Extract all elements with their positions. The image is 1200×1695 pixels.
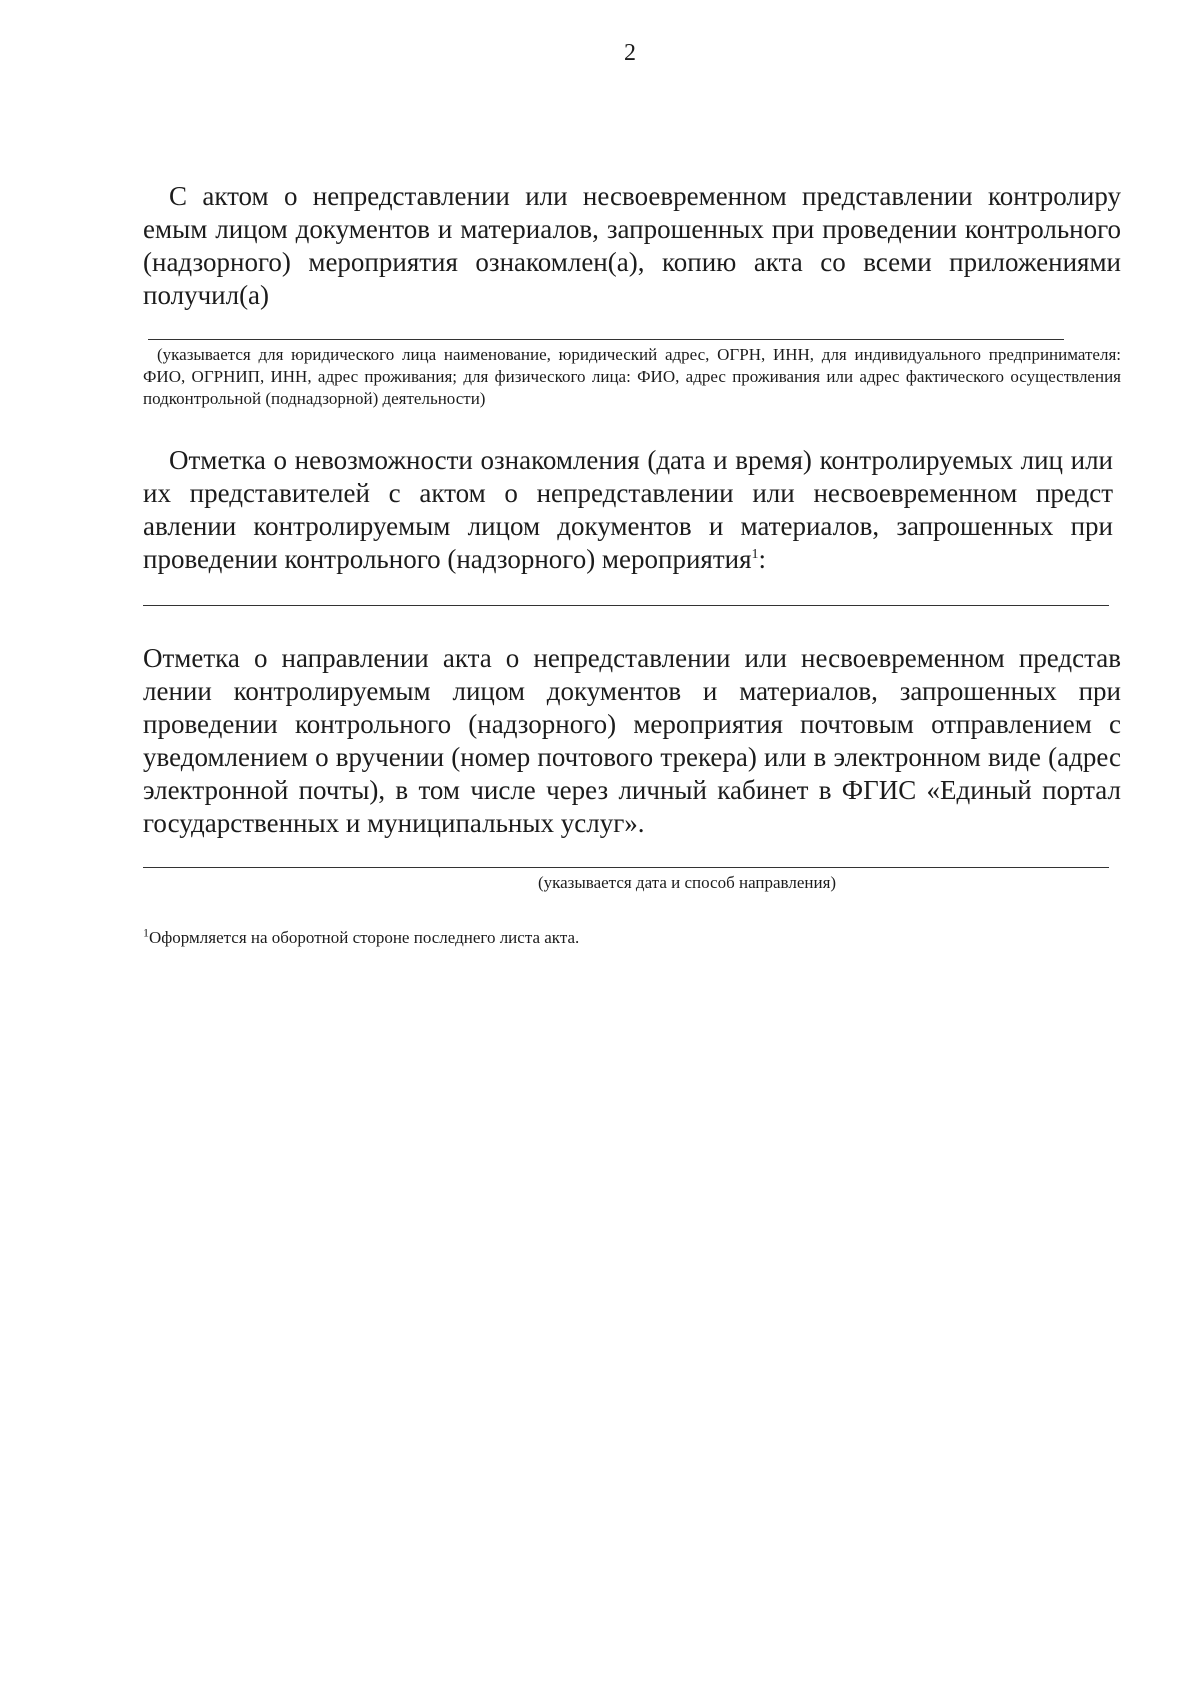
impossibility-mark-line xyxy=(143,605,1109,606)
dispatch-mark-line xyxy=(143,867,1109,868)
footnote xyxy=(143,927,1121,949)
impossibility-mark-paragraph xyxy=(143,444,1113,576)
page-number: 2 xyxy=(624,40,636,66)
signature-line-caption: (указывается для юридического лица наименование, юридический адрес, ОГРН, ИНН, для индивидуального предпринимателя: ФИО, ОГРНИП, ИНН, адрес проживания; для физического лица: ФИО, адрес проживания или адрес фактического осуществления подконтрольной (поднадзорной) деятельности) xyxy=(143,345,1121,408)
footnote-text: Оформляется на оборотной стороне последнего листа акта. xyxy=(149,928,580,947)
acknowledgement-paragraph: С актом о непредставлении или несвоевременном представлении контролиру емым лицом документов и материалов, запрошенных при проведении контрольного (надзорного) мероприятия ознакомлен(а), копию акта со всеми приложениями получил(а) xyxy=(143,181,1121,310)
impossibility-mark-colon: : xyxy=(758,544,767,574)
dispatch-mark-paragraph: Отметка о направлении акта о непредставлении или несвоевременном представ лении контролируемым лицом документов и материалов, запрошенных при проведении контрольного (надзорного) мероприятия почтовым отправлением с уведомлением о вручении (номер почтового трекера) или в электронном виде (адрес электронной почты), в том числе через личный кабинет в ФГИС «Единый портал государственных и муниципальных услуг». xyxy=(143,643,1121,838)
signature-line xyxy=(148,339,1064,340)
footnote-reference: 1 xyxy=(751,547,759,562)
impossibility-mark-text: Отметка о невозможности ознакомления (дата и время) контролируемых лиц или их представителей с актом о непредставлении или несвоевременном предст авлении контролируемым лицом документов и материалов, запрошенных при проведении контрольного (надзорного) мероприятия xyxy=(143,445,1113,574)
dispatch-line-caption: (указывается дата и способ направления) xyxy=(537,873,837,892)
footnote-number: 1 xyxy=(143,925,149,940)
